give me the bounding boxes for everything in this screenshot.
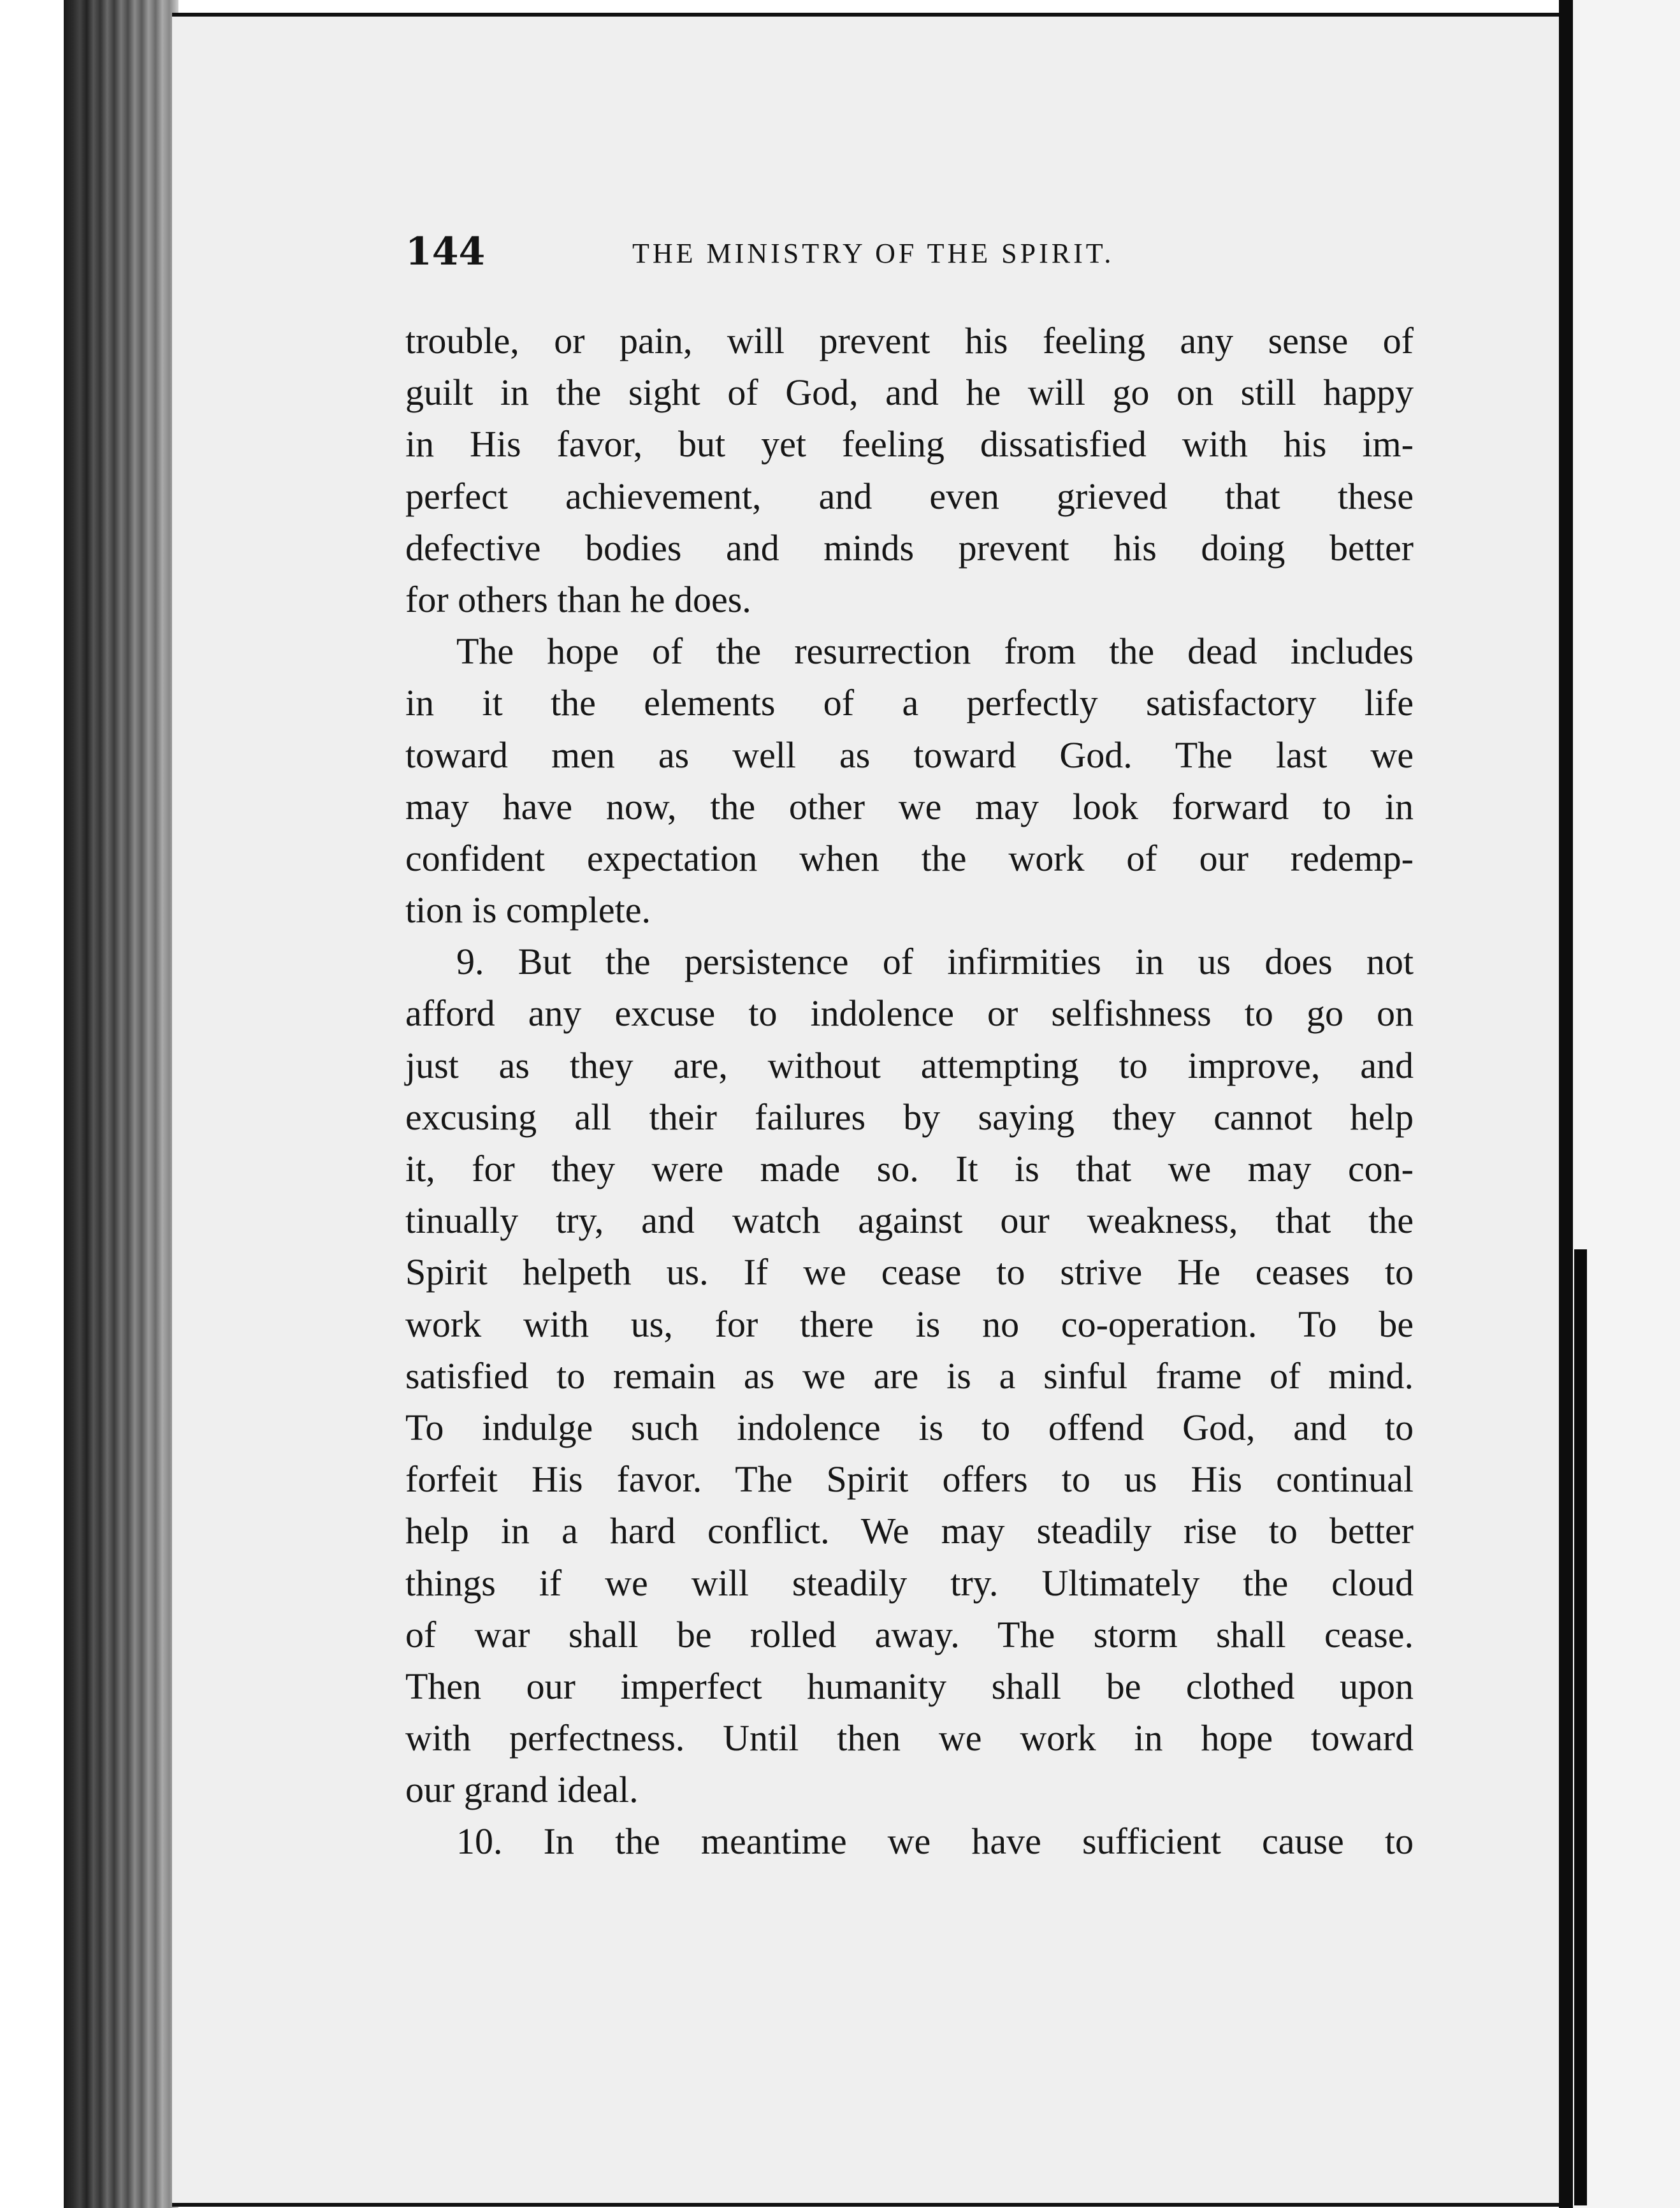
text-line: our grand ideal.	[405, 1769, 639, 1811]
text-line: tion is complete.	[405, 889, 651, 931]
text-line: for others than he does.	[405, 578, 751, 620]
text-line: afford any excuse to indolence or selfishness to go on	[405, 992, 1414, 1035]
text-line: just as they are, without attempting to improve, and	[405, 1044, 1414, 1086]
text-line: Then our imperfect humanity shall be clothed upon	[405, 1665, 1414, 1707]
running-head	[405, 229, 1198, 274]
text-line: 9. But the persistence of infirmities in us does not	[456, 941, 1414, 983]
text-line: forfeit His favor. The Spirit offers to us His continual	[405, 1458, 1414, 1500]
text-line: it, for they were made so. It is that we may con-	[405, 1148, 1414, 1189]
text-line: defective bodies and minds prevent his doing better	[405, 527, 1414, 569]
body-text	[405, 315, 1414, 1868]
text-line: things if we will steadily try. Ultimately the cloud	[405, 1562, 1414, 1604]
text-line: confident expectation when the work of our redemp-	[405, 837, 1414, 879]
text-line: work with us, for there is no co-operation. To be	[405, 1303, 1414, 1345]
facing-page-edge	[1573, 0, 1680, 2208]
facing-page-shadow	[1574, 1249, 1587, 2205]
text-line: 10. In the meantime we have sufficient cause to	[456, 1820, 1414, 1863]
text-line: of war shall be rolled away. The storm shall cease.	[405, 1613, 1414, 1655]
text-line: trouble, or pain, will prevent his feeling any sense of	[405, 320, 1414, 361]
running-title: THE MINISTRY OF THE SPIRIT.	[632, 238, 1115, 269]
text-line: help in a hard conflict. We may steadily rise to better	[405, 1510, 1414, 1552]
text-line: satisfied to remain as we are is a sinful frame of mind.	[405, 1355, 1414, 1397]
text-line: To indulge such indolence is to offend God, and to	[405, 1406, 1414, 1448]
text-line: perfect achievement, and even grieved that these	[405, 475, 1414, 517]
text-line: The hope of the resurrection from the dead includes	[456, 630, 1414, 672]
text-line: in it the elements of a perfectly satisfactory life	[405, 682, 1414, 724]
text-line: with perfectness. Until then we work in hope toward	[405, 1717, 1414, 1759]
text-line: tinually try, and watch against our weakness, that the	[405, 1200, 1414, 1242]
text-line: toward men as well as toward God. The last we	[405, 734, 1414, 776]
page-number: 144	[405, 229, 486, 274]
text-line: Spirit helpeth us. If we cease to strive He ceases to	[405, 1251, 1414, 1293]
text-line: guilt in the sight of God, and he will go on still happy	[405, 372, 1414, 414]
page-gutter-shadow	[1559, 0, 1573, 2208]
text-line: excusing all their failures by saying they cannot help	[405, 1096, 1414, 1138]
book-binding-edge	[64, 0, 178, 2208]
text-line: in His favor, but yet feeling dissatisfied with his im-	[405, 423, 1414, 465]
text-line: may have now, the other we may look forward to in	[405, 785, 1414, 827]
